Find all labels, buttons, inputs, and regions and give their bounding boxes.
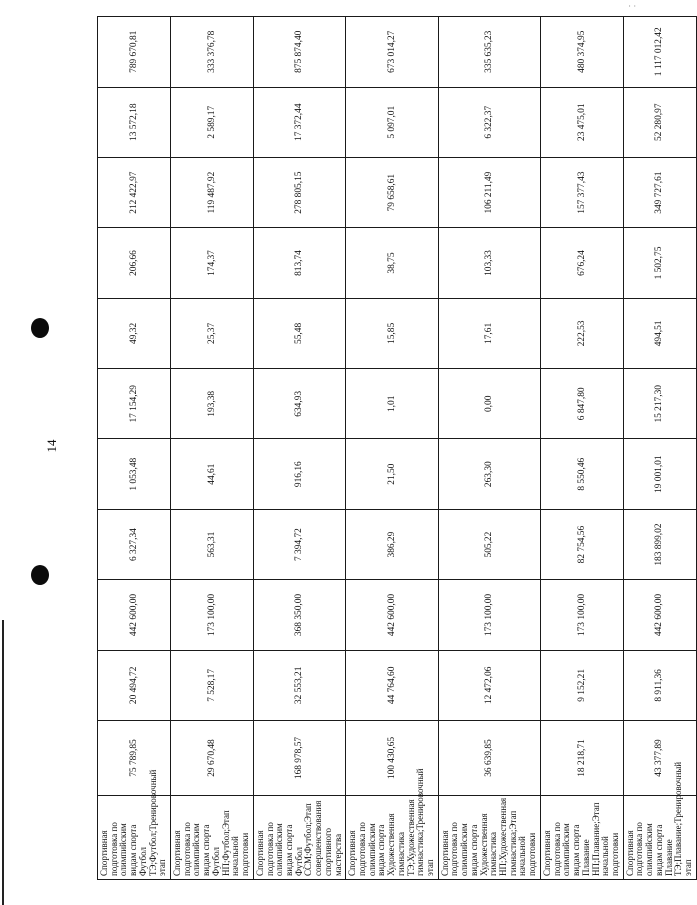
- table-row: [253, 17, 345, 880]
- table-cell: 52 280,97: [623, 87, 696, 157]
- row-label: Спортивная подготовка по олимпийским видам спорта Футбол НП;Футбол;Этап начальной подготовки: [171, 795, 254, 879]
- table-cell: 12 472,06: [438, 650, 540, 720]
- table-cell: 263,30: [438, 439, 540, 509]
- row-label: Спортивная подготовка по олимпийским видам спорта Художественная гимнастика ТЭ;Художественная гимнастика;Тренировочный этап: [346, 795, 438, 879]
- table-cell: 0,00: [438, 369, 540, 439]
- table-cell: 23 475,01: [540, 87, 623, 157]
- table-cell: 43 377,89: [623, 721, 696, 796]
- table-row: [438, 17, 540, 880]
- table-row: [346, 17, 438, 880]
- table-cell: 29 670,48: [171, 721, 254, 796]
- table-cell: 480 374,95: [540, 17, 623, 88]
- punch-hole-top: [31, 318, 49, 338]
- table-cell: 119 487,92: [171, 157, 254, 227]
- scan-artifact: · ·: [628, 2, 636, 11]
- table-cell: 44 764,60: [346, 650, 438, 720]
- table-row: [623, 17, 696, 880]
- table-cell: 1 117 012,42: [623, 17, 696, 88]
- table-cell: 335 635,23: [438, 17, 540, 88]
- table-cell: 676,24: [540, 228, 623, 298]
- table-cell: 17 154,29: [98, 369, 171, 439]
- table-cell: 8 911,36: [623, 650, 696, 720]
- table-cell: 7 394,72: [253, 509, 345, 579]
- row-label: Спортивная подготовка по олимпийским видам спорта Плавание НП;Плавание;Этап начальной подготовки: [540, 795, 623, 879]
- table-cell: 157 377,43: [540, 157, 623, 227]
- table-cell: 916,16: [253, 439, 345, 509]
- table-cell: 100 430,65: [346, 721, 438, 796]
- table-cell: 183 899,02: [623, 509, 696, 579]
- table-cell: 15,85: [346, 298, 438, 368]
- table-cell: 386,29: [346, 509, 438, 579]
- table-cell: 1,01: [346, 369, 438, 439]
- table-cell: 15 217,30: [623, 369, 696, 439]
- table-cell: 494,51: [623, 298, 696, 368]
- table-row: [171, 17, 254, 880]
- table-cell: 206,66: [98, 228, 171, 298]
- table-cell: 55,48: [253, 298, 345, 368]
- table-cell: 442 600,00: [346, 580, 438, 650]
- table-cell: 168 978,57: [253, 721, 345, 796]
- table-cell: 173 100,00: [540, 580, 623, 650]
- table-cell: 44,61: [171, 439, 254, 509]
- table-cell: 82 754,56: [540, 509, 623, 579]
- table-cell: 32 553,21: [253, 650, 345, 720]
- table-cell: 19 001,01: [623, 439, 696, 509]
- table-wrapper: [97, 16, 693, 880]
- table-cell: 278 805,15: [253, 157, 345, 227]
- table-cell: 7 528,17: [171, 650, 254, 720]
- row-label: Спортивная подготовка по олимпийским видам спорта Футбол ТЭ;Футбол;Тренировочный этап: [98, 795, 171, 879]
- scan-edge: [2, 620, 4, 905]
- table-cell: 6 322,37: [438, 87, 540, 157]
- table-cell: 18 218,71: [540, 721, 623, 796]
- table-cell: 222,53: [540, 298, 623, 368]
- table-row: [98, 17, 171, 880]
- row-label: Спортивная подготовка по олимпийским видам спорта Художественная гимнастика НП;Художественная гимнастика;Этап начальной подготовки: [438, 795, 540, 879]
- table-cell: 813,74: [253, 228, 345, 298]
- table-cell: 442 600,00: [98, 580, 171, 650]
- table-cell: 563,31: [171, 509, 254, 579]
- table-cell: 75 789,85: [98, 721, 171, 796]
- table-cell: 212 422,97: [98, 157, 171, 227]
- table-cell: 368 350,00: [253, 580, 345, 650]
- table-cell: 25,37: [171, 298, 254, 368]
- table-cell: 673 014,27: [346, 17, 438, 88]
- table-cell: 6 327,34: [98, 509, 171, 579]
- table-cell: 2 589,17: [171, 87, 254, 157]
- table-cell: 13 572,18: [98, 87, 171, 157]
- table-cell: 79 658,61: [346, 157, 438, 227]
- table-cell: 106 211,49: [438, 157, 540, 227]
- table-cell: 634,93: [253, 369, 345, 439]
- cost-table: [97, 16, 697, 880]
- table-cell: 173 100,00: [171, 580, 254, 650]
- table-row: [540, 17, 623, 880]
- table-cell: 174,37: [171, 228, 254, 298]
- table-cell: 442 600,00: [623, 580, 696, 650]
- table-cell: 8 550,46: [540, 439, 623, 509]
- table-cell: 193,38: [171, 369, 254, 439]
- table-cell: 49,32: [98, 298, 171, 368]
- table-cell: 9 152,21: [540, 650, 623, 720]
- table-cell: 21,50: [346, 439, 438, 509]
- table-cell: 875 874,40: [253, 17, 345, 88]
- table-cell: 5 097,01: [346, 87, 438, 157]
- table-cell: 1 053,48: [98, 439, 171, 509]
- table-cell: 1 502,75: [623, 228, 696, 298]
- table-cell: 6 847,80: [540, 369, 623, 439]
- table-cell: 103,33: [438, 228, 540, 298]
- table-cell: 20 494,72: [98, 650, 171, 720]
- table-cell: 789 670,81: [98, 17, 171, 88]
- punch-hole-bottom: [31, 565, 49, 585]
- table-cell: 173 100,00: [438, 580, 540, 650]
- table-cell: 349 727,61: [623, 157, 696, 227]
- table-cell: 36 639,85: [438, 721, 540, 796]
- table-cell: 333 376,78: [171, 17, 254, 88]
- table-cell: 505,22: [438, 509, 540, 579]
- row-label: Спортивная подготовка по олимпийским видам спорта Футбол ССМ;Футбол;Этап совершенствования спортивного мастерства: [253, 795, 345, 879]
- table-cell: 17,61: [438, 298, 540, 368]
- row-label: Спортивная подготовка по олимпийским видам спорта Плавание ТЭ;Плавание;Тренировочный этап: [623, 795, 696, 879]
- rotated-table: [97, 16, 693, 880]
- page-number: 14: [44, 439, 59, 453]
- table-body: [98, 17, 697, 880]
- table-cell: 38,75: [346, 228, 438, 298]
- table-cell: 17 372,44: [253, 87, 345, 157]
